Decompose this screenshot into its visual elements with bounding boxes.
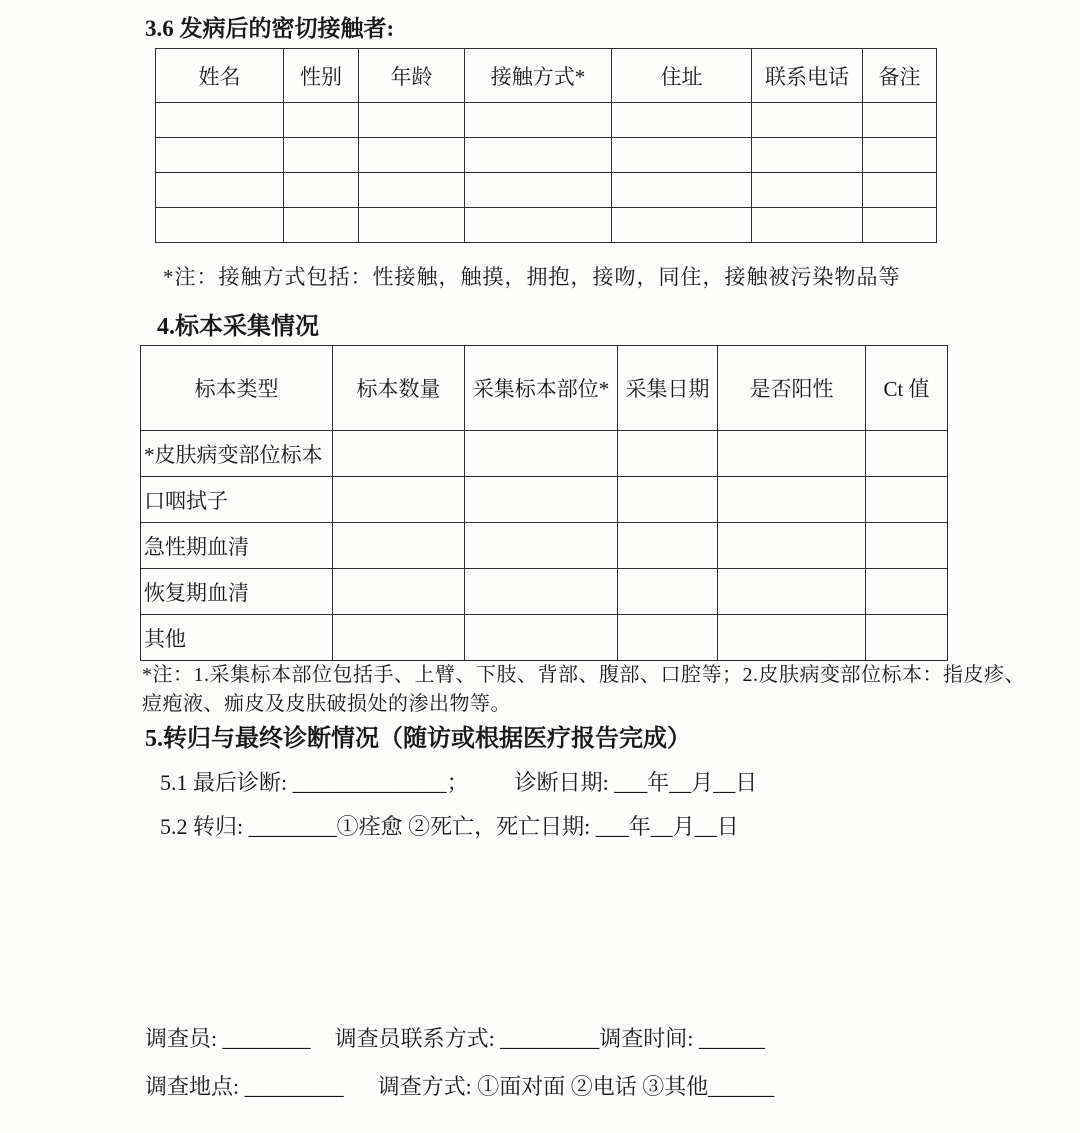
column-header-address: 住址 (612, 49, 752, 103)
investigator-line (145, 1022, 765, 1053)
investigator-blank: 调查员: ________ (145, 1026, 311, 1051)
close-contacts-table (155, 48, 937, 243)
empty-cell (718, 523, 866, 569)
empty-cell (465, 477, 618, 523)
table-row (156, 208, 937, 243)
survey-place-line (145, 1070, 774, 1101)
empty-cell (465, 103, 612, 138)
empty-cell (752, 173, 863, 208)
empty-cell (333, 523, 465, 569)
empty-cell (284, 208, 359, 243)
column-header-name: 姓名 (156, 49, 284, 103)
empty-cell (284, 103, 359, 138)
table-row (156, 138, 937, 173)
investigator-contact-blank: 调查员联系方式: _________ (334, 1026, 600, 1051)
empty-cell (718, 569, 866, 615)
column-header-collection-site: 采集标本部位* (465, 346, 618, 431)
survey-time-blank: 调查时间: ______ (599, 1026, 765, 1051)
empty-cell (359, 173, 465, 208)
survey-method-options: 调查方式: ①面对面 ②电话 ③其他______ (377, 1074, 775, 1099)
table-row (141, 431, 948, 477)
row-label-oropharyngeal-swab: 口咽拭子 (141, 477, 333, 523)
empty-cell (465, 138, 612, 173)
empty-cell (465, 431, 618, 477)
specimen-collection-table (140, 345, 948, 661)
column-header-collection-date: 采集日期 (618, 346, 718, 431)
empty-cell (752, 208, 863, 243)
row-label-convalescent-serum: 恢复期血清 (141, 569, 333, 615)
contact-mode-note: *注：接触方式包括：性接触，触摸，拥抱，接吻，同住，接触被污染物品等 (163, 265, 901, 289)
survey-place-blank: 调查地点: _________ (145, 1074, 344, 1099)
column-header-age: 年龄 (359, 49, 465, 103)
specimen-header-row (141, 346, 948, 431)
column-header-specimen-type: 标本类型 (141, 346, 333, 431)
diagnosis-date-blank: 诊断日期: ___年__月__日 (514, 770, 758, 795)
empty-cell (718, 477, 866, 523)
empty-cell (866, 615, 948, 661)
empty-cell (284, 138, 359, 173)
empty-cell (284, 173, 359, 208)
empty-cell (866, 569, 948, 615)
empty-cell (156, 138, 284, 173)
table-row (141, 477, 948, 523)
column-header-remark: 备注 (863, 49, 937, 103)
empty-cell (752, 138, 863, 173)
section-4-title: 4.标本采集情况 (157, 314, 319, 340)
empty-cell (618, 431, 718, 477)
empty-cell (333, 477, 465, 523)
empty-cell (465, 569, 618, 615)
empty-cell (618, 569, 718, 615)
column-header-sex: 性别 (284, 49, 359, 103)
empty-cell (863, 208, 937, 243)
table-row (141, 523, 948, 569)
empty-cell (156, 173, 284, 208)
empty-cell (866, 523, 948, 569)
row-label-skin-lesion: *皮肤病变部位标本 (141, 431, 333, 477)
empty-cell (866, 431, 948, 477)
column-header-phone: 联系电话 (752, 49, 863, 103)
empty-cell (612, 173, 752, 208)
empty-cell (333, 431, 465, 477)
table-row (156, 103, 937, 138)
empty-cell (156, 208, 284, 243)
empty-cell (718, 431, 866, 477)
column-header-positive: 是否阳性 (718, 346, 866, 431)
row-label-acute-serum: 急性期血清 (141, 523, 333, 569)
empty-cell (612, 138, 752, 173)
row-label-other: 其他 (141, 615, 333, 661)
empty-cell (465, 173, 612, 208)
section-5-title: 5.转归与最终诊断情况（随访或根据医疗报告完成） (145, 726, 691, 752)
column-header-ct-value: Ct 值 (866, 346, 948, 431)
empty-cell (863, 173, 937, 208)
empty-cell (465, 208, 612, 243)
empty-cell (863, 138, 937, 173)
empty-cell (465, 615, 618, 661)
specimen-note-line-2: 痘疱液、痂皮及皮肤破损处的渗出物等。 (142, 693, 511, 715)
empty-cell (359, 208, 465, 243)
specimen-note-line-1: *注：1.采集标本部位包括手、上臂、下肢、背部、腹部、口腔等；2.皮肤病变部位标本：指皮疹、 (142, 664, 1025, 686)
empty-cell (333, 569, 465, 615)
empty-cell (752, 103, 863, 138)
empty-cell (612, 208, 752, 243)
empty-cell (618, 477, 718, 523)
outcome-line: 5.2 转归: ________①痊愈 ②死亡，死亡日期: ___年__月__日 (160, 814, 739, 839)
empty-cell (863, 103, 937, 138)
empty-cell (359, 138, 465, 173)
empty-cell (359, 103, 465, 138)
empty-cell (156, 103, 284, 138)
empty-cell (465, 523, 618, 569)
table-row (141, 569, 948, 615)
empty-cell (718, 615, 866, 661)
column-header-specimen-count: 标本数量 (333, 346, 465, 431)
table-row (156, 173, 937, 208)
specimen-site-note (142, 661, 1025, 719)
empty-cell (612, 103, 752, 138)
final-diagnosis-line (160, 766, 757, 797)
empty-cell (618, 615, 718, 661)
empty-cell (866, 477, 948, 523)
column-header-contact-mode: 接触方式* (465, 49, 612, 103)
final-diagnosis-blank: 5.1 最后诊断: ______________； (160, 770, 469, 795)
empty-cell (333, 615, 465, 661)
contacts-header-row (156, 49, 937, 103)
section-3-6-title: 3.6 发病后的密切接触者: (145, 16, 395, 41)
empty-cell (618, 523, 718, 569)
table-row (141, 615, 948, 661)
